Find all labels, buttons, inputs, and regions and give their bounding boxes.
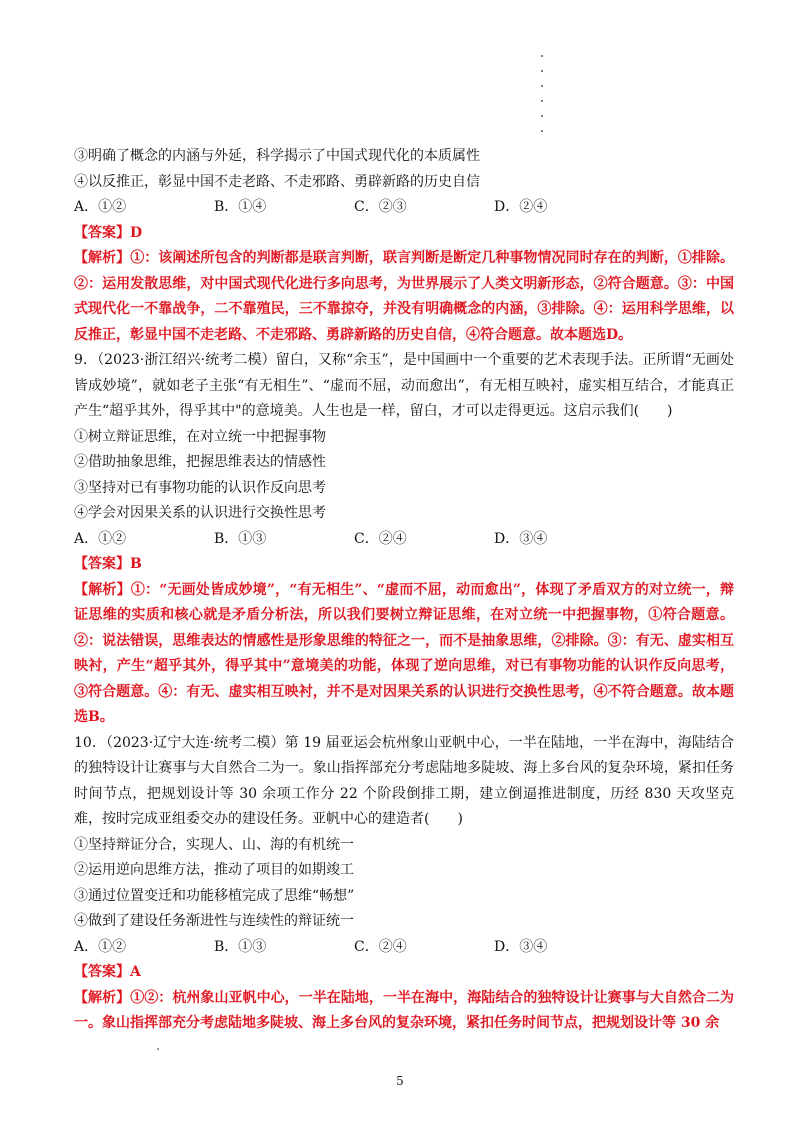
q9-statement-3: ③坚持对已有事物功能的认识作反向思考 xyxy=(74,479,326,496)
page-number: 5 xyxy=(396,1074,404,1088)
q8-analysis-label: 【解析】 xyxy=(74,250,131,266)
q8-answer-label: 【答案】 xyxy=(74,224,130,241)
binding-dots xyxy=(541,55,547,145)
q10-option-d: D．③④ xyxy=(494,938,548,955)
q8-option-c: C．②③ xyxy=(354,199,407,215)
q9-stem: 9．（2023·浙江绍兴·统考二模）留白，又称“余玉”，是中国画中一个重要的艺术表现手法。正所谓“无画处皆成妙境”，就如老子主张“有无相生”、“虚而不屈，动而愈出”，有无相互映衬，虚实相互结合，才能真正产生“超乎其外，得乎其中"的意境美。人生也是一样，留白，才可以走得更远。这启示我们( ) xyxy=(74,352,734,419)
q10-statement-4: ④做到了建设任务渐进性与连续性的辩证统一 xyxy=(74,913,354,929)
q8-options xyxy=(74,195,734,221)
q10-option-b: B．①③ xyxy=(214,938,267,955)
q9-option-c: C．②④ xyxy=(354,530,407,547)
q9-answer xyxy=(74,552,734,578)
q10-answer-label: 【答案】 xyxy=(74,964,130,980)
q9-statement-1: ①树立辩证思维，在对立统一中把握事物 xyxy=(74,428,326,445)
q8-option-a: A．①② xyxy=(74,199,127,215)
q9-analysis-label: 【解析】 xyxy=(74,581,131,598)
q8-answer xyxy=(74,221,734,247)
q8-analysis-text: ①：该阐述所包含的判断都是联言判断，联言判断是断定几种事物情况同时存在的判断，①排除。②：运用发散思维，对中国式现代化进行多向思考，为世界展示了人类文明新形态，②符合题意。③：中国式现代化一不靠战争，二不靠殖民，三不靠掠夺，并没有明确概念的内涵，③排除。④：运用科学思维，以反推正，彰显中国不走老路、不走邪路、勇辟新路的历史自信，④符合题意。故本题选D。 xyxy=(74,250,735,343)
q9-analysis xyxy=(74,578,734,731)
page-content xyxy=(74,144,734,1037)
q9-option-d: D．③④ xyxy=(494,530,548,547)
q10-answer-value: A xyxy=(130,964,141,980)
q10-stem: 10．（2023·辽宁大连·统考二模）第 19 届亚运会杭州象山亚帆中心，一半在陆地，一半在海中，海陆结合的独特设计让赛事与大自然合二为一。象山指挥部充分考虑陆地多陡坡、海上多台风的复杂环境，紧扣任务时间节点，把规划设计等 30 余项工作分 22 个阶段倒排工期，建立倒逼推进制度，历经 830 天攻坚克难，按时完成亚组委交办的建设任务。亚帆中心的建造者( ) xyxy=(74,734,734,827)
q9-answer-label: 【答案】 xyxy=(74,556,130,572)
q10-statement-3: ③通过位置变迁和功能移植完成了思维“畅想” xyxy=(74,887,355,904)
q9-option-b: B．①③ xyxy=(214,530,267,547)
q9-analysis-text: ①：“无画处皆成妙境”，“有无相生”、“虚而不屈，动而愈出”，体现了矛盾双方的对立统一，辩证思维的实质和核心就是矛盾分析法，所以我们要树立辩证思维，在对立统一中把握事物，①符合题意。②：说法错误，思维表达的情感性是形象思维的特征之一，而不是抽象思维，②排除。③：有无、虚实相互映衬，产生“超乎其外，得乎其中”意境美的功能，体现了逆向思维，对已有事物功能的认识作反向思考，③符合题意。④：有无、虚实相互映衬，并不是对因果关系的认识进行交换性思考，④不符合题意。故本题选B。 xyxy=(74,581,734,725)
q8-statement-3: ③明确了概念的内涵与外延，科学揭示了中国式现代化的本质属性 xyxy=(74,148,480,164)
q8-option-b: B．①④ xyxy=(214,199,267,215)
q10-analysis-text: ①②：杭州象山亚帆中心，一半在陆地，一半在海中，海陆结合的独特设计让赛事与大自然合二为一。象山指挥部充分考虑陆地多陡坡、海上多台风的复杂环境，紧扣任务时间节点，把规划设计等 30 余 xyxy=(74,989,735,1031)
footer-dot xyxy=(157,1048,159,1050)
q10-answer xyxy=(74,960,734,986)
q9-statement-4: ④学会对因果关系的认识进行交换性思考 xyxy=(74,505,326,521)
q10-option-c: C．②④ xyxy=(354,938,407,955)
q10-analysis xyxy=(74,986,734,1037)
q8-answer-value: D xyxy=(130,224,143,241)
q10-statement-1: ①坚持辩证分合，实现人、山、海的有机统一 xyxy=(74,836,354,853)
q9-option-a: A．①② xyxy=(74,530,127,547)
q10-analysis-label: 【解析】 xyxy=(74,989,131,1006)
q8-option-d: D．②④ xyxy=(494,199,548,215)
q8-statement-4: ④以反推正，彰显中国不走老路、不走邪路、勇辟新路的历史自信 xyxy=(74,173,480,190)
q9-options xyxy=(74,527,734,553)
q9-answer-value: B xyxy=(130,556,142,572)
q10-options xyxy=(74,935,734,961)
q8-analysis xyxy=(74,246,734,348)
q10-option-a: A．①② xyxy=(74,938,127,955)
q9-statement-2: ②借助抽象思维，把握思维表达的情感性 xyxy=(74,454,326,470)
q10-statement-2: ②运用逆向思维方法，推动了项目的如期竣工 xyxy=(74,862,354,878)
